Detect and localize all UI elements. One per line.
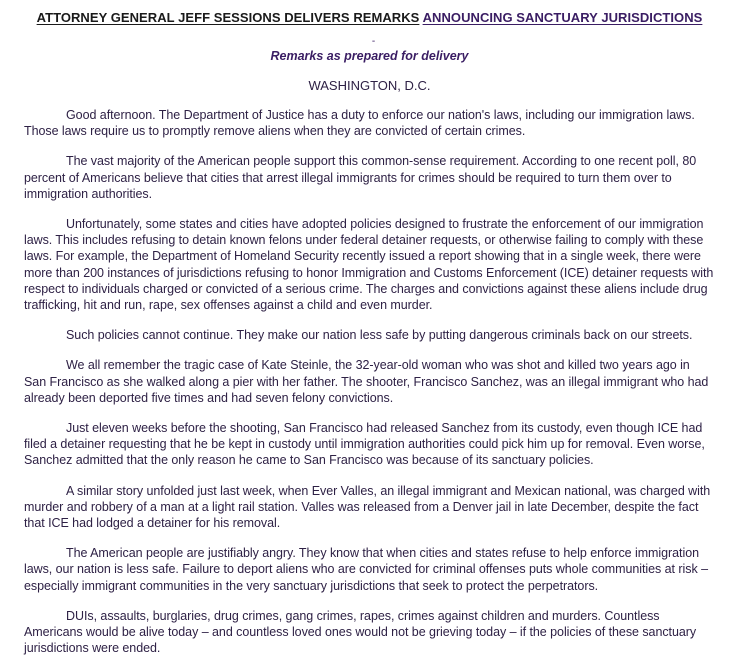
dateline: WASHINGTON, D.C. <box>308 78 431 93</box>
paragraph: Unfortunately, some states and cities have adopted policies designed to frustrate the enforcement of our immigration laws. This includes refusing to detain known felons under federal detainer requests, or otherwise failing to comply with these laws. For example, the Department of Homeland Security recently issued a report showing that in a single week, there were more than 200 instances of jurisdictions refusing to honor Immigration and Customs Enforcement (ICE) detainer requests with respect to individuals charged or convicted of a serious crime. The charges and convictions against these aliens include drug trafficking, hit and run, rape, sex offenses against a child and even murder. <box>24 217 714 313</box>
paragraph: A similar story unfolded just last week, when Ever Valles, an illegal immigrant and Mexican national, was charged with murder and robbery of a man at a light rail station. Valles was released from a Denver jail in late December, despite the fact that ICE had lodged a detainer for his removal. <box>24 483 711 531</box>
paragraph: We all remember the tragic case of Kate Steinle, the 32-year-old woman who was shot and killed two years ago in San Francisco as she walked along a pier with her father. The shooter, Francisco Sanchez, was an illegal immigrant who had already been deported five times and had seven felony convictions. <box>24 358 709 405</box>
paragraph: Such policies cannot continue. They make our nation less safe by putting dangerous criminals back on our streets. <box>66 328 693 343</box>
separator-dash: - <box>371 36 376 47</box>
paragraph: The vast majority of the American people support this common-sense requirement. According to one recent poll, 80 percent of Americans believe that cities that arrest illegal immigrants for crimes should be required to turn them over to immigration authorities. <box>24 154 697 201</box>
paragraph: Good afternoon. The Department of Justice has a duty to enforce our nation's laws, including our immigration laws. Those laws require us to promptly remove aliens when they are convicted of certain crimes. <box>24 108 695 139</box>
remarks-body <box>24 107 715 656</box>
paragraph: DUIs, assaults, burglaries, drug crimes, gang crimes, rapes, crimes against children and murders. Countless Americans would be alive today – and countless loved ones would not be grieving today – if the policies of these sanctuary jurisdictions were ended. <box>24 608 697 656</box>
headline <box>24 9 715 27</box>
subhead: Remarks as prepared for delivery <box>270 49 469 63</box>
headline-part-2: ANNOUNCING SANCTUARY JURISDICTIONS <box>422 10 703 25</box>
paragraph: Just eleven weeks before the shooting, San Francisco had released Sanchez from its custody, even though ICE had filed a detainer requesting that he be kept in custody until immigration authorities could pick him up for removal. Even worse, Sanchez admitted that the only reason he came to San Francisco was because of its sanctuary policies. <box>24 421 705 468</box>
headline-part-1: ATTORNEY GENERAL JEFF SESSIONS DELIVERS REMARKS <box>36 10 420 25</box>
paragraph: The American people are justifiably angry. They know that when cities and states refuse to help enforce immigration laws, our nation is less safe. Failure to deport aliens who are convicted for criminal offenses puts whole communities at risk – especially immigrant communities in the very sanctuary jurisdictions that seek to protect the perpetrators. <box>24 546 708 593</box>
